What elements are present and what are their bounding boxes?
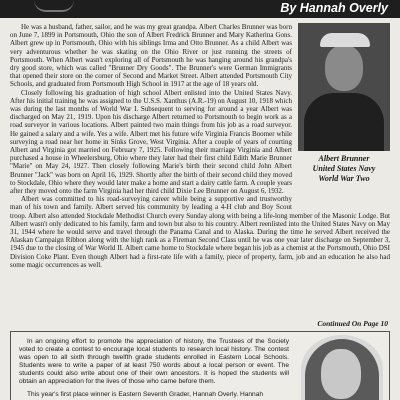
article-paragraph: Albert was committed to his road-surveying career while being a supportive and trustworthy man of his town and family. Albert served his community by leading a 4-H club and Boy Scout troop. Albert also attended Stockdale Methodist Church every Sunday along with being a life-long member of the Masonic Lodge. But Albert wasn't only dedicated to his family, farm and town but also to his country. Albert reenlisted into the United States Navy on May 31, 1944 where he would serve and travel through the Panama Canal and to Alaska. During the time he served Albert received the Alaskan Campaign Ribbon along with the high rank as a Fireman Second Class until he was one year later discharge on September 3, 1945 due to the closing of War World II. Albert came home to Stockdale where began his job as a chemist at the Portsmouth, Ohio DSI Division Coke Plant. Even though Albert had a first-rate life with a family, piece of property, farm, job and an education he also had some magic occurrences as well. [10, 195, 390, 269]
caption-line: World War Two [318, 174, 370, 183]
article-paragraph: He was a husband, father, sailor, and he was my great grandpa. Albert Charles Brunner was born on June 7, 1899 in Portsmouth, Ohio the son of Albert Fredrick Brunner and Mary Katherina Gons. Albert grew up in Portsmouth, Ohio with his siblings Irma and Otto Brunner. As a child Albert was very adventurous whether he was skating on the Ohio River or just running the streets of Portsmouth. When Albert wasn't exploring all of Portsmouth he was hanging around his grandpa's dry good store, which was called "Brunner Dry Goods". The Brunner's were German Immigrants that opened their store on the corner of Second and Market Street. Albert attended Portsmouth City Schools, and graduated from Portsmouth High School in 1917 at the age of 18 years old. [10, 23, 292, 89]
caption-line: Albert Brunner [318, 154, 370, 163]
byline: By Hannah Overly [280, 1, 388, 15]
header-band [0, 0, 400, 18]
caption-line: United States Navy [312, 164, 376, 173]
contest-box [10, 331, 390, 400]
author-photo [301, 335, 383, 400]
sailor-photo [298, 23, 390, 151]
photo-caption [298, 154, 390, 184]
article-body [10, 23, 390, 319]
contest-text [19, 338, 289, 399]
photo-block [298, 23, 390, 203]
article-paragraph: Closely following his graduation of high school Albert enlisted into the United States Navy. After his initial training he was assigned to the U.S.S. Xanthus (A.R.-19) on August 10, 1918 which was during the last months of World War I. Subsequent to serving for around a year Albert was discharged on May 21, 1919. Upon his discharge Albert returned to Portsmouth to begin work as a road surveyor in various locations. Albert painted two main things from his job as a road surveyor. He gained a salary and a wife. Yes a wife. Albert met his future wife Virginia Francis Boomer while surveying a road near her home in Sinks Grove, West Virginia. After a couple of years of courting Albert and Virginia got married on February 7, 1925. Following their marriage Virginia and Albert purchased a house in Wheelersburg, Ohio where they later had their first child Edith Marie Brunner "Marie" on May 24, 1927. Then closely following Marie's birth their second child John Albert Brunner "Jack" was born on April 16, 1929. Shortly after the birth of their second child they moved to Stockdale, Ohio where they would later make a home and start a dairy cattle farm. A couple years after they moved onto the farm Virginia had her third child Dixie Lee Brunner on August 6, 1932. [10, 88, 292, 196]
contest-paragraph: In an ongoing effort to promote the appreciation of history, the Trustees of the Society voted to create a contest to encourage local students to research local history. The contest was open to all sixth through twelfth grade students enrolled in Eastern Local Schools. Students were to write a paper of at least 750 words about a local person or event. The students could also write about one of their own ancestors. It is hoped the students will obtain an appreciation for the lives of those who came before them. [19, 338, 289, 386]
continued-notice: Continued On Page 10 [317, 319, 388, 328]
contest-paragraph: This year's first place winner is Eastern Seventh Grader, Hannah Overly. Hannah [27, 390, 264, 398]
society-emblem-icon [34, 0, 74, 12]
